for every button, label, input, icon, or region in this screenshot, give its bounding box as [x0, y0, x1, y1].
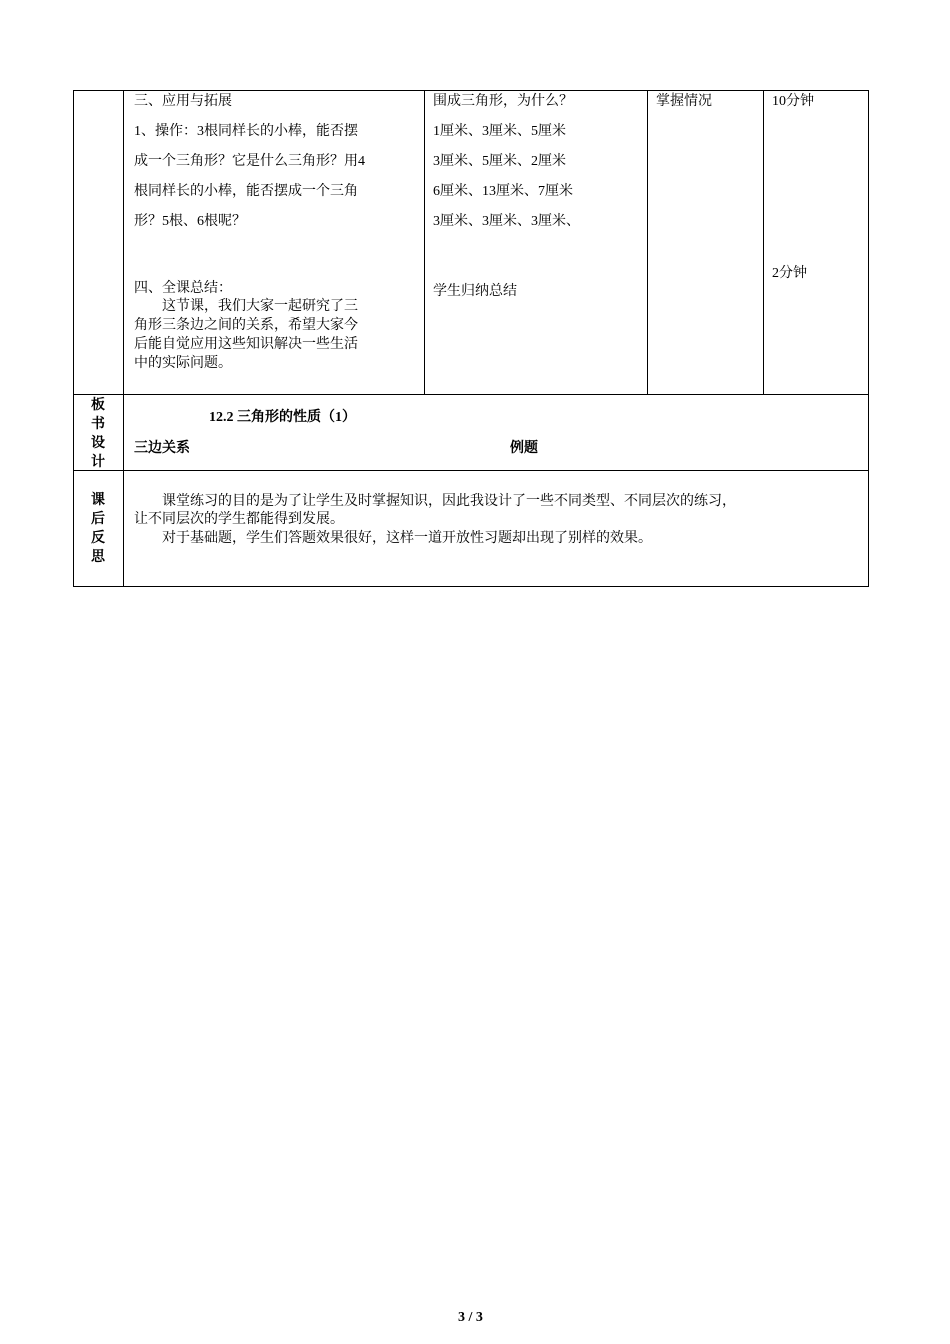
text-line: 中的实际问题。 [134, 356, 232, 371]
reflection-line: 课堂练习的目的是为了让学生及时掌握知识，因此我设计了一些不同类型、不同层次的练习， [134, 494, 736, 509]
board-left: 三边关系 [134, 441, 190, 456]
label-char: 板 [91, 398, 105, 413]
text-line: 角形三条边之间的关系，希望大家今 [134, 318, 358, 333]
board-right: 例题 [510, 441, 538, 456]
text-line: 3厘米、3厘米、3厘米、 [433, 214, 580, 229]
label-char: 后 [91, 512, 105, 527]
text-line: 学生归纳总结 [433, 284, 517, 299]
label-char: 计 [91, 455, 105, 470]
intent-cell: 掌握情况 [656, 94, 712, 109]
time-cell: 10分钟 [772, 94, 814, 109]
board-title: 12.2 三角形的性质（1） [209, 410, 356, 425]
reflection-line: 对于基础题，学生们答题效果很好，这样一道开放性习题却出现了别样的效果。 [134, 531, 652, 546]
board-label [73, 396, 123, 472]
label-char: 课 [91, 493, 105, 508]
label-char: 反 [91, 531, 105, 546]
text-line: 3厘米、5厘米、2厘米 [433, 154, 566, 169]
label-char: 设 [91, 436, 105, 451]
text-line: 成一个三角形？它是什么三角形？用4 [134, 154, 365, 169]
section-heading: 三、应用与拓展 [134, 94, 232, 109]
text-line: 围成三角形，为什么？ [433, 94, 573, 109]
text-line: 1、操作：3根同样长的小棒，能否摆 [134, 124, 358, 139]
text-line: 这节课，我们大家一起研究了三 [134, 299, 358, 314]
reflection-label [73, 491, 123, 567]
text-line: 根同样长的小棒，能否摆成一个三角 [134, 184, 358, 199]
text-line: 1厘米、3厘米、5厘米 [433, 124, 566, 139]
section-heading: 四、全课总结： [134, 281, 232, 296]
text-line: 6厘米、13厘米、7厘米 [433, 184, 573, 199]
label-char: 思 [91, 550, 105, 565]
text-line: 后能自觉应用这些知识解决一些生活 [134, 337, 358, 352]
label-char: 书 [91, 417, 105, 432]
time-cell: 2分钟 [772, 266, 807, 281]
page-number: 3 / 3 [458, 1310, 483, 1325]
reflection-line: 让不同层次的学生都能得到发展。 [134, 512, 344, 527]
text-line: 形？5根、6根呢？ [134, 214, 246, 229]
